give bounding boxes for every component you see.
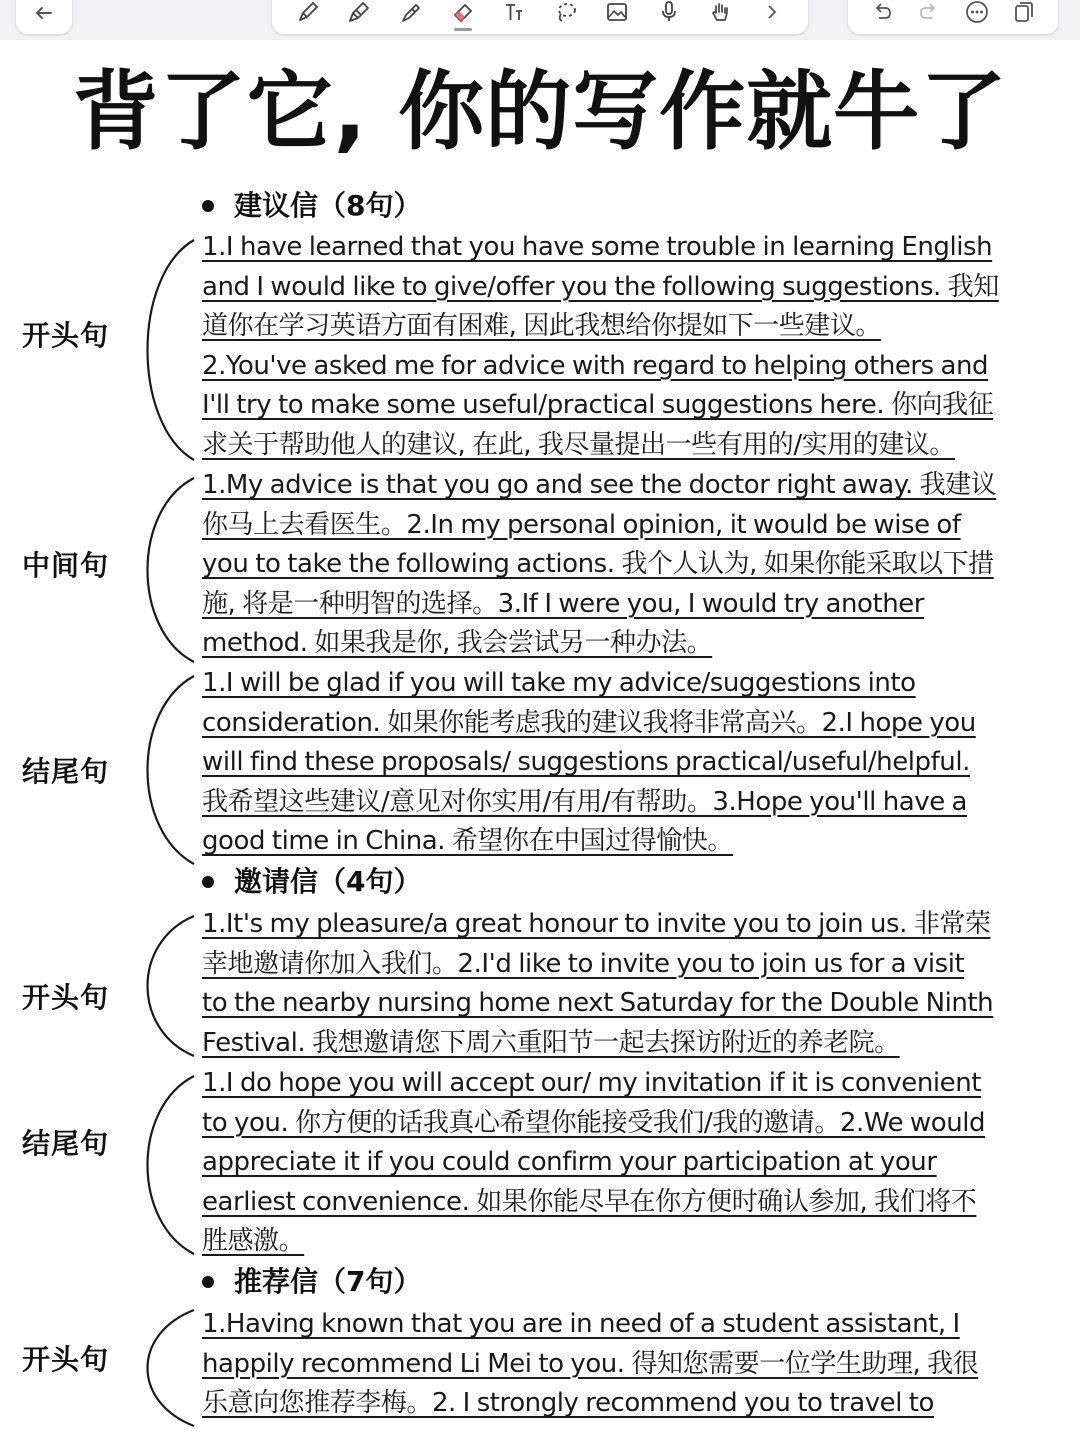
back-arrow-icon[interactable]	[29, 0, 59, 27]
pen-icon[interactable]	[293, 0, 323, 27]
lasso-icon[interactable]	[551, 0, 581, 27]
pages-icon[interactable]	[1009, 0, 1039, 27]
text-line: I'll try to make some useful/practical suggestions here. 你向我征	[202, 390, 994, 421]
more-icon[interactable]	[962, 0, 992, 27]
chevron-right-icon[interactable]	[757, 0, 787, 27]
text-line: 1.Having known that you are in need of a student assistant, I	[202, 1309, 960, 1339]
section-heading-invitation-letter	[202, 864, 421, 900]
text-block-closing-suggestion	[202, 664, 1068, 862]
brace-icon	[142, 1306, 202, 1430]
text-line: 道你在学习英语方面有困难, 因此我想给你提如下一些建议。	[202, 311, 881, 342]
redo-icon[interactable]	[914, 0, 944, 27]
text-line: 乐意向您推荐李梅。2. I strongly recommend you to travel to	[202, 1388, 934, 1419]
text-line: happily recommend Li Mei to you. 得知您需要一位学生助理, 我很	[202, 1348, 979, 1379]
text-line: 1.It's my pleasure/a great honour to invite you to join us. 非常荣	[202, 909, 991, 939]
text-line: 1.I will be glad if you will take my advice/suggestions into	[202, 668, 916, 698]
hand-icon[interactable]	[706, 0, 736, 27]
group-label-middle: 中间句	[22, 549, 110, 582]
highlighter-icon[interactable]	[396, 0, 426, 27]
page-title: 背了它, 你的写作就牛了	[72, 62, 1008, 162]
text-line: 求关于帮助他人的建议, 在此, 我尽量提出一些有用的/实用的建议。	[202, 429, 955, 460]
toolbar-right-group	[848, 0, 1058, 34]
text-line: 1.I have learned that you have some trouble in learning English	[202, 232, 993, 262]
text-line: 我希望这些建议/意见对你实用/有用/有帮助。3.Hope you'll have a	[202, 786, 968, 817]
text-line: earliest convenience. 如果你能尽早在你方便时确认参加, 我们将不	[202, 1186, 977, 1217]
text-line: 你马上去看医生。2.In my personal opinion, it would be wise of	[202, 509, 961, 540]
text-line: to you. 你方便的话我真心希望你能接受我们/我的邀请。2.We would	[202, 1107, 986, 1138]
undo-icon[interactable]	[867, 0, 897, 27]
group-label-closing: 结尾句	[22, 1127, 110, 1160]
bullet-icon	[202, 876, 214, 888]
image-icon[interactable]	[602, 0, 632, 27]
brace-icon	[142, 912, 202, 1060]
section-heading-text: 建议信（8句）	[234, 189, 422, 222]
group-label-closing: 结尾句	[22, 755, 110, 788]
text-line: 2.You've asked me for advice with regard to helping others and	[202, 350, 989, 381]
section-heading-suggestion-letter	[202, 188, 421, 224]
fountain-pen-icon[interactable]	[344, 0, 374, 27]
text-line: good time in China. 希望你在中国过得愉快。	[202, 826, 733, 857]
text-line: and I would like to give/offer you the following suggestions. 我知	[202, 271, 999, 302]
brace-icon	[142, 474, 202, 666]
text-line: 施, 将是一种明智的选择。3.If I were you, I would try another	[202, 588, 925, 619]
toolbar	[0, 0, 1080, 40]
text-line: 1.I do hope you will accept our/ my invitation if it is convenient	[202, 1068, 981, 1098]
group-label-opening: 开头句	[22, 981, 110, 1014]
text-block-middle-suggestion	[202, 466, 1068, 664]
microphone-icon[interactable]	[654, 0, 684, 27]
section-heading-text: 邀请信（4句）	[234, 865, 422, 898]
text-line: appreciate it if you could confirm your participation at your	[202, 1147, 937, 1178]
text-line: to the nearby nursing home next Saturday for the Double Ninth	[202, 988, 994, 1019]
text-line: you to take the following actions. 我个人认为, 如果你能采取以下措	[202, 549, 994, 580]
bullet-icon	[202, 200, 214, 212]
toolbar-left-group	[16, 0, 72, 34]
text-line: will find these proposals/ suggestions practical/useful/helpful.	[202, 747, 970, 778]
text-block-opening-invitation	[202, 905, 1068, 1063]
brace-icon	[142, 1072, 202, 1258]
text-line: Festival. 我想邀请您下周六重阳节一起去探访附近的养老院。	[202, 1027, 900, 1058]
text-line: 幸地邀请你加入我们。2.I'd like to invite you to join us for a visit	[202, 948, 965, 979]
bullet-icon	[202, 1276, 214, 1288]
brace-icon	[142, 672, 202, 868]
text-line: consideration. 如果你能考虑我的建议我将非常高兴。2.I hope you	[202, 707, 976, 738]
toolbar-tools-group	[272, 0, 808, 34]
text-line: 胜感激。	[202, 1226, 305, 1257]
text-tool-icon[interactable]	[499, 0, 529, 27]
text-block-opening-recommendation	[202, 1305, 1068, 1424]
text-block-closing-invitation	[202, 1064, 1068, 1262]
section-heading-recommendation-letter	[202, 1264, 421, 1300]
text-block-opening-suggestion	[202, 228, 1068, 466]
group-label-opening: 开头句	[22, 319, 110, 352]
brace-icon	[142, 236, 202, 464]
text-line: 1.My advice is that you go and see the doctor right away. 我建议	[202, 470, 997, 500]
eraser-icon[interactable]	[448, 0, 478, 27]
text-line: method. 如果我是你, 我会尝试另一种办法。	[202, 628, 713, 659]
group-label-opening: 开头句	[22, 1343, 110, 1376]
section-heading-text: 推荐信（7句）	[234, 1265, 422, 1298]
